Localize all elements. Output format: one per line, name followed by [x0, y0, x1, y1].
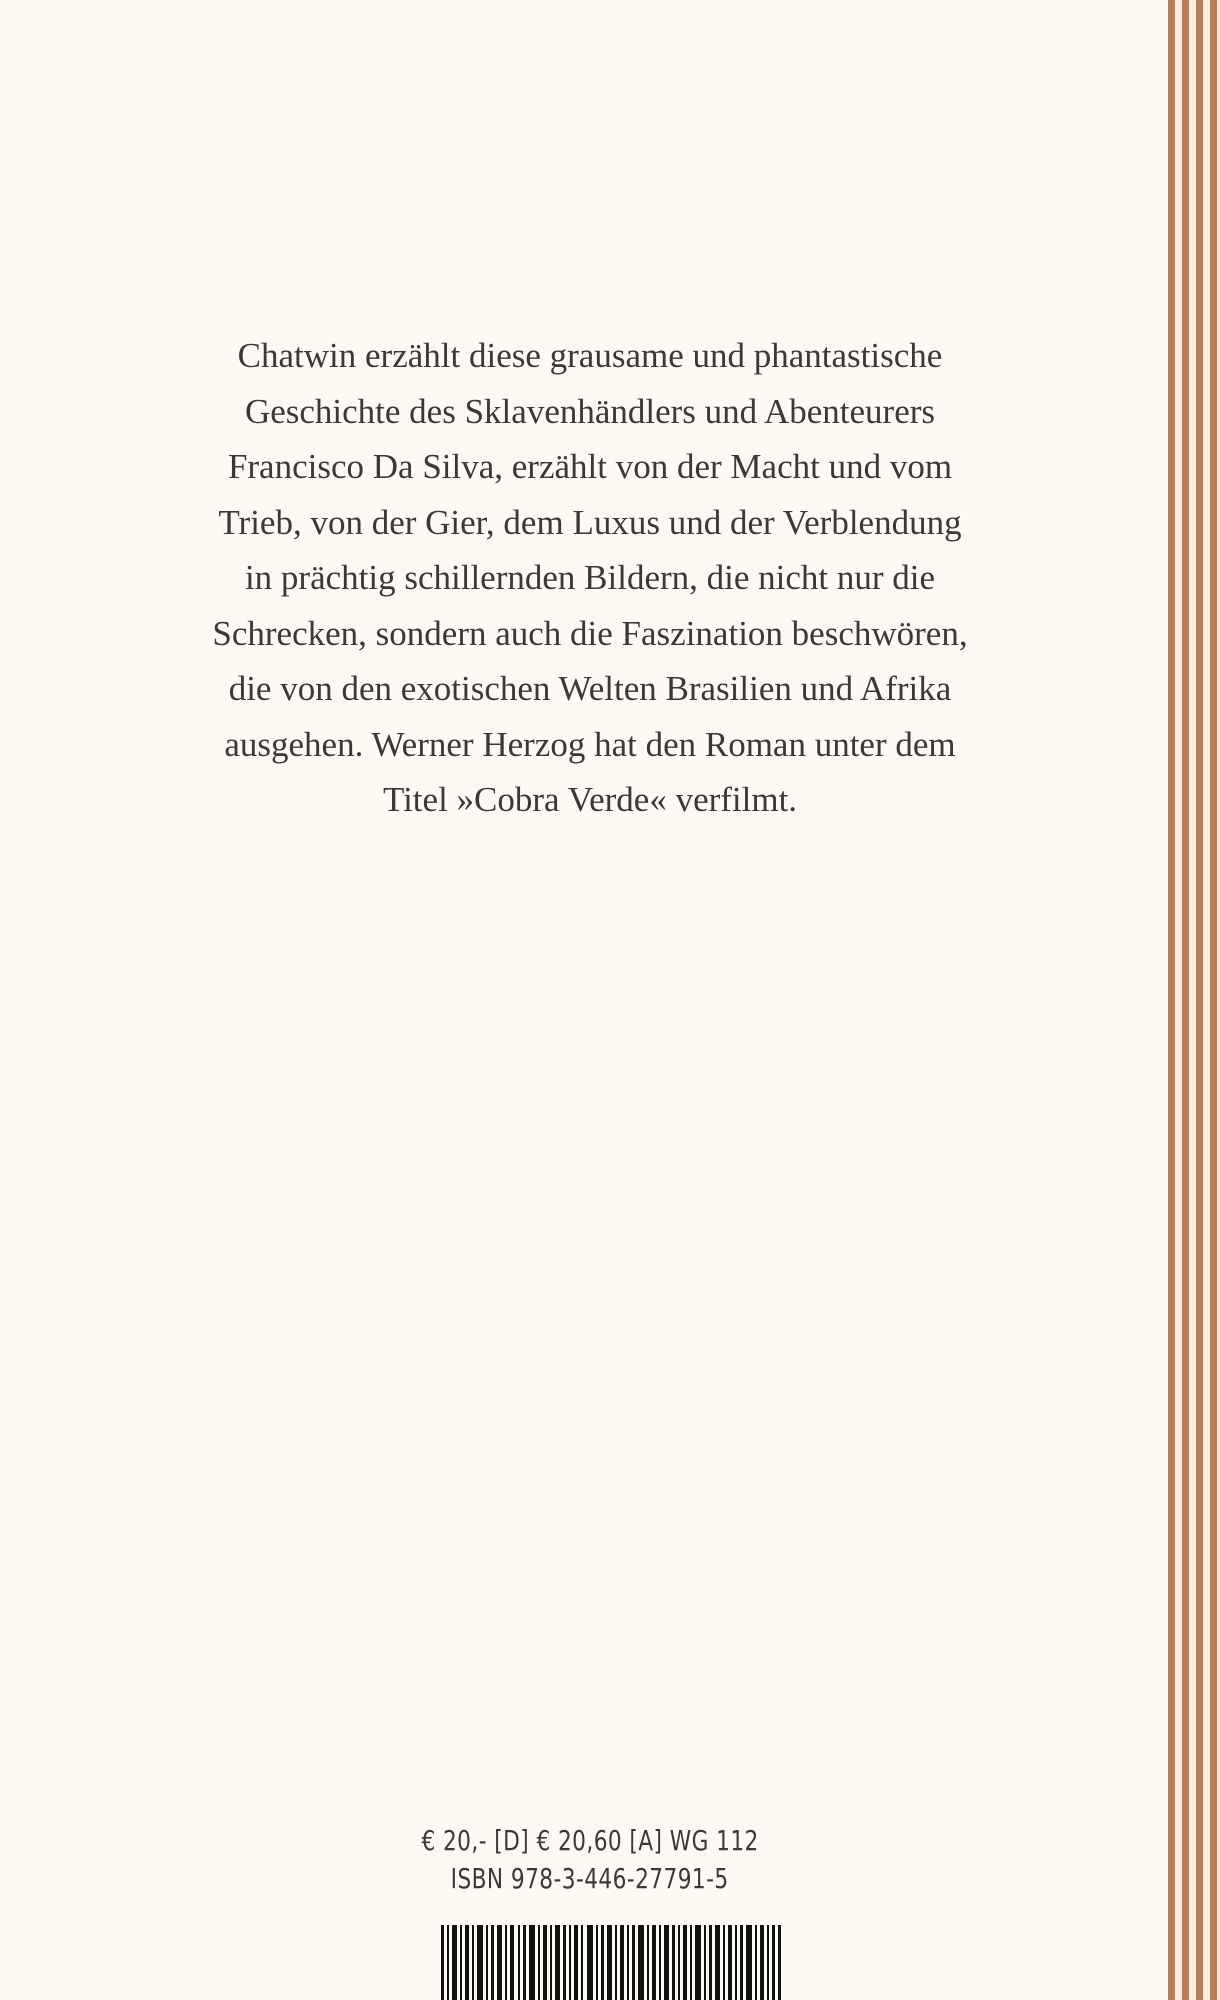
stripe-brown: [1182, 0, 1189, 2000]
blurb-line: Francisco Da Silva, erzählt von der Macht und vom: [227, 447, 953, 486]
stripe-cream: [1175, 0, 1182, 2000]
blurb-line: in prächtig schillernden Bildern, die nicht nur die: [244, 558, 936, 597]
blurb-line: ausgehen. Werner Herzog hat den Roman unter dem: [224, 724, 956, 764]
barcode: [441, 1925, 781, 2000]
stripe-cream: [1189, 0, 1196, 2000]
blurb-text: [140, 328, 1040, 828]
blurb-line: die von den exotischen Welten Brasilien und Afrika: [228, 669, 952, 708]
stripe-brown: [1210, 0, 1217, 2000]
stripe-cream: [1203, 0, 1210, 2000]
decorative-spine-stripes: [1164, 0, 1220, 2000]
price-line: [380, 1822, 800, 1860]
isbn-text: ISBN 978-3-446-27791-5: [451, 1862, 729, 1895]
barcode-graphic: [441, 1925, 781, 2000]
blurb-line: Schrecken, sondern auch die Faszination beschwören,: [212, 613, 968, 653]
blurb-line: Trieb, von der Gier, dem Luxus und der Verblendung: [218, 502, 962, 542]
blurb-line: Titel »Cobra Verde« verfilmt.: [382, 780, 798, 819]
price-info: [380, 1822, 800, 1898]
blurb-line: Chatwin erzählt diese grausame und phantastische: [237, 336, 943, 375]
stripe-brown: [1196, 0, 1203, 2000]
isbn-line: [380, 1860, 800, 1898]
stripe-brown: [1168, 0, 1175, 2000]
blurb-line: Geschichte des Sklavenhändlers und Abenteurers: [244, 391, 936, 431]
price-text: € 20,- [D] € 20,60 [A] WG 112: [421, 1824, 759, 1857]
